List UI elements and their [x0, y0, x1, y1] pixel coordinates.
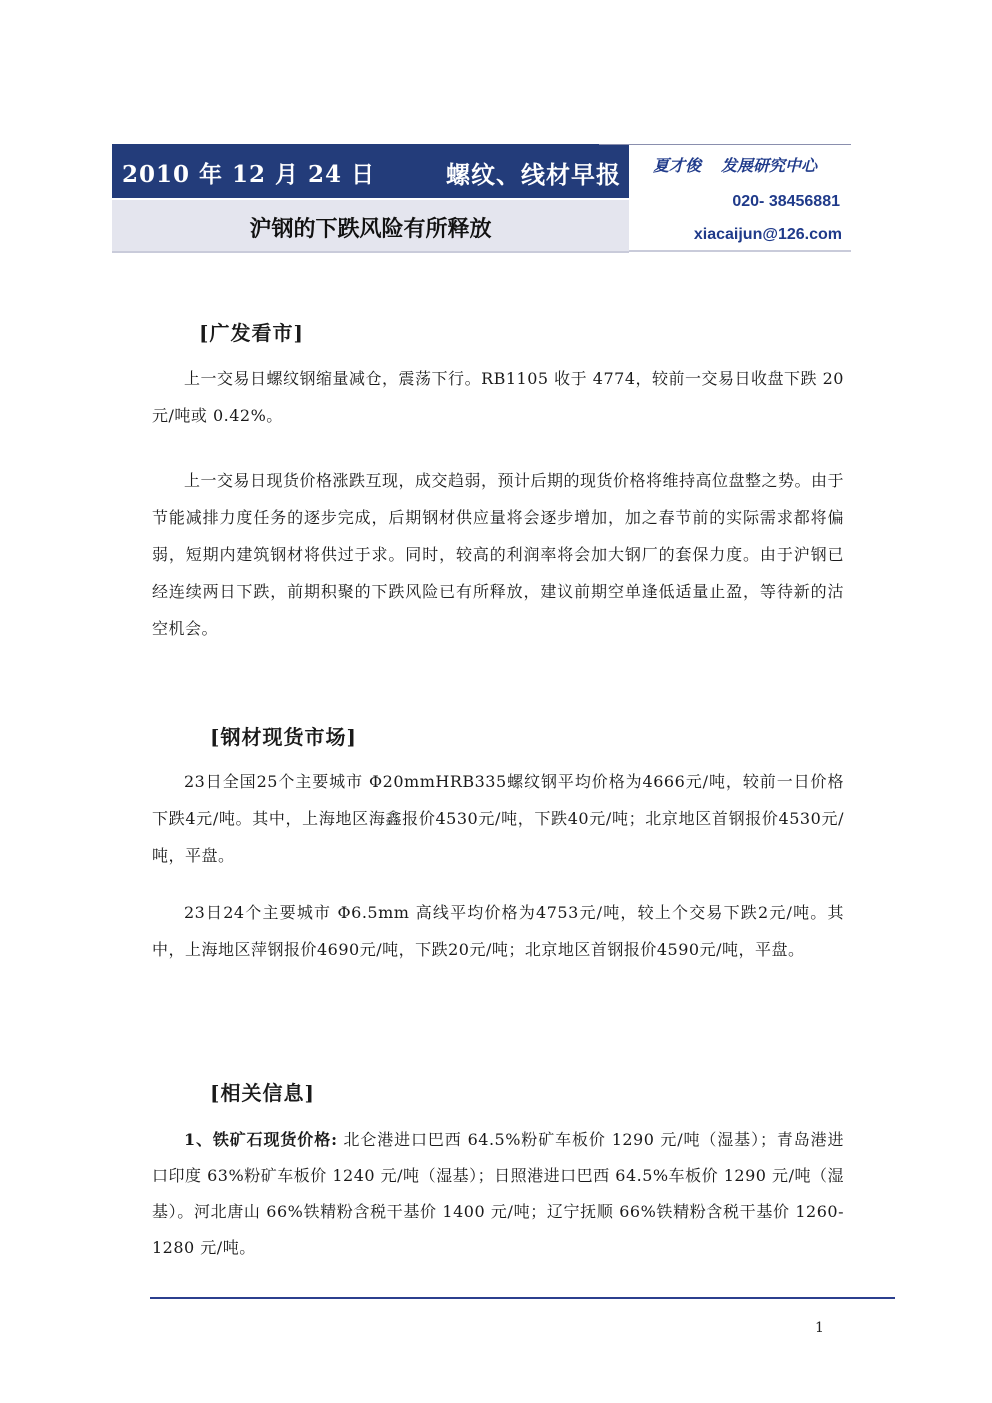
- header-banner: [112, 144, 629, 198]
- header-divider-bottom: [629, 250, 851, 252]
- paragraph: 上一交易日螺纹钢缩量减仓，震荡下行。RB1105 收于 4774，较前一交易日收盘下跌 20 元/吨或 0.42%。: [152, 369, 844, 425]
- section-title-steel-spot-market: [钢材现货市场]: [210, 725, 357, 749]
- item-lead: 1、铁矿石现货价格:: [184, 1130, 338, 1149]
- author-line: [653, 153, 837, 176]
- report-date: 2010 年 12 月 24 日: [122, 161, 376, 188]
- section-title-market-view: [广发看市]: [199, 321, 304, 345]
- footer-divider: [150, 1297, 895, 1299]
- page-number: 1: [815, 1320, 824, 1336]
- contact-phone: 020- 38456881: [732, 193, 840, 210]
- list-item: 1、铁矿石现货价格: 北仑港进口巴西 64.5%粉矿车板价 1290 元/吨（湿基）；青岛港进口印度 63%粉矿车板价 1240 元/吨（湿基）；日照港进口巴西 64.5%车板价 1290 元/吨（湿基）。河北唐山 66%铁精粉含税干基价 1400 元/吨；辽宁抚顺 66%铁精粉含税干基价 1260-1280 元/吨。: [152, 1130, 844, 1257]
- headline-bar: [112, 200, 629, 253]
- header-divider-top: [599, 144, 851, 145]
- headline: 沪钢的下跌风险有所释放: [249, 216, 492, 242]
- paragraph: 上一交易日现货价格涨跌互现，成交趋弱，预计后期的现货价格将维持高位盘整之势。由于节能减排力度任务的逐步完成，后期钢材供应量将会逐步增加，加之春节前的实际需求都将偏弱，短期内建筑钢材将供过于求。同时，较高的利润率将会加大钢厂的套保力度。由于沪钢已经连续两日下跌，前期积聚的下跌风险已有所释放，建议前期空单逢低适量止盈，等待新的沽空机会。: [152, 471, 845, 638]
- author-name: 夏才俊: [653, 156, 702, 175]
- report-type: 螺纹、线材早报: [446, 160, 621, 189]
- section-title-related-info: [相关信息]: [210, 1081, 315, 1105]
- paragraph: 23日24个主要城市 Φ6.5mm 高线平均价格为4753元/吨，较上个交易下跌2元/吨。其中，上海地区萍钢报价4690元/吨，下跌20元/吨；北京地区首钢报价4590元/吨，平盘。: [152, 903, 844, 959]
- department-name: 发展研究中心: [721, 156, 818, 175]
- contact-email[interactable]: xiacaijun@126.com: [693, 226, 842, 243]
- paragraph: 23日全国25个主要城市 Φ20mmHRB335螺纹钢平均价格为4666元/吨，较前一日价格下跌4元/吨。其中，上海地区海鑫报价4530元/吨，下跌40元/吨；北京地区首钢报价4530元/吨，平盘。: [152, 772, 844, 865]
